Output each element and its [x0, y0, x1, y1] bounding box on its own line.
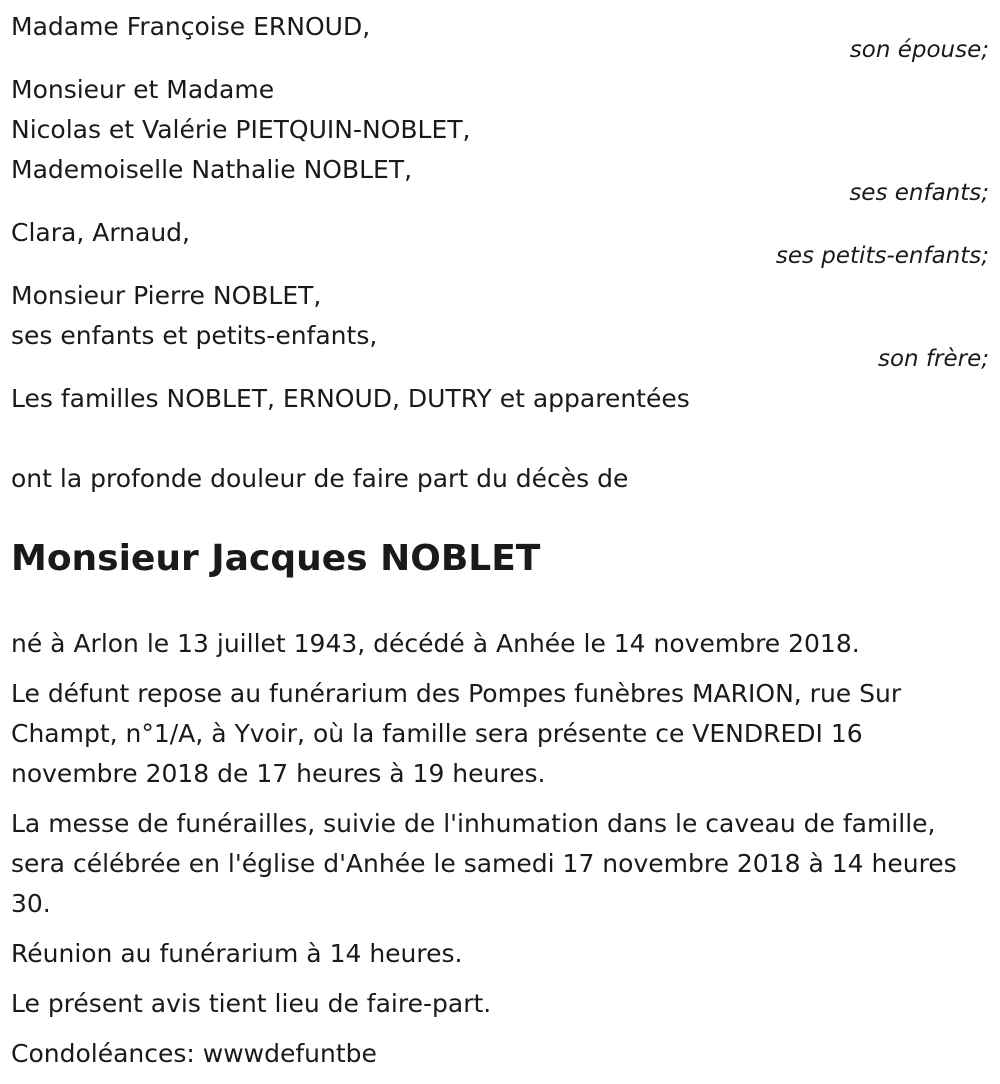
grandchildren-role: ses petits-enfants; [775, 243, 989, 269]
spouse-role: son épouse; [849, 37, 989, 63]
funeral-text: La messe de funérailles, suivie de l'inhumation dans le caveau de famille, sera célébrée en l'église d'Anhée le samedi 17 novembre 2018 à 14 heures 30. [11, 809, 957, 918]
brother-role: son frère; [877, 346, 989, 372]
grandchildren-names: Clara, Arnaud, [11, 218, 190, 247]
birth-death-text: né à Arlon le 13 juillet 1943, décédé à Anhée le 14 novembre 2018. [11, 629, 860, 658]
children-line-2: Nicolas et Valérie PIETQUIN-NOBLET, [11, 115, 471, 144]
notice-text: Le présent avis tient lieu de faire-part. [11, 989, 492, 1018]
spouse-name: Madame Françoise ERNOUD, [11, 12, 371, 41]
children-line-1: Monsieur et Madame [11, 75, 275, 104]
repose-text: Le défunt repose au funérarium des Pompes funèbres MARION, rue Sur Champt, n°1/A, à Yvoir, où la famille sera présente ce VENDREDI 16 novembre 2018 de 17 heures à 19 heures. [11, 679, 902, 788]
announcement-intro: ont la profonde douleur de faire part du décès de [11, 464, 629, 493]
families-line: Les familles NOBLET, ERNOUD, DUTRY et apparentées [11, 384, 690, 413]
condolences-text: Condoléances: wwwdefuntbe [11, 1039, 377, 1068]
deceased-name: Monsieur Jacques NOBLET [11, 538, 541, 579]
brother-line-1: Monsieur Pierre NOBLET, [11, 281, 322, 310]
brother-line-2: ses enfants et petits-enfants, [11, 321, 378, 350]
children-line-3: Mademoiselle Nathalie NOBLET, [11, 155, 413, 184]
children-role: ses enfants; [849, 180, 989, 206]
meeting-text: Réunion au funérarium à 14 heures. [11, 939, 463, 968]
